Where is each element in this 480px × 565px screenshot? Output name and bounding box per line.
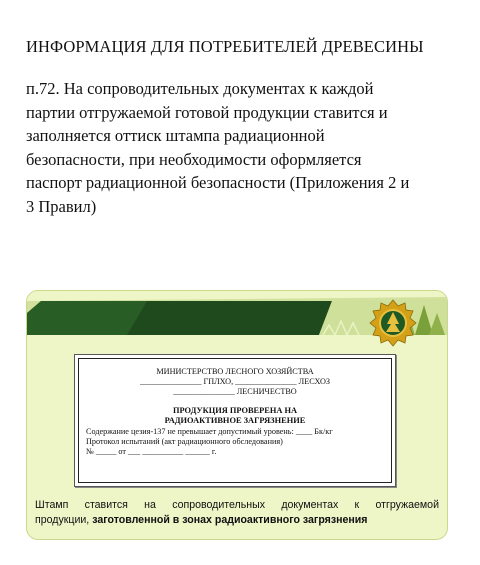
caption-word: сопроводительных <box>172 499 266 511</box>
stamp-checked-line1: ПРОДУКЦИЯ ПРОВЕРЕНА НА <box>172 406 298 415</box>
caption-word: ставится <box>84 499 128 511</box>
caption-line1 <box>35 498 439 513</box>
page-heading: ИНФОРМАЦИЯ ДЛЯ ПОТРЕБИТЕЛЕЙ ДРЕВЕСИНЫ <box>26 37 424 56</box>
stamp-number-line: № _____ от ___ __________ ______ г. <box>86 447 217 456</box>
caption-line2 <box>35 513 439 528</box>
stamp-org-line: _______________ ГПЛХО, _______________ ЛЕСХОЗ <box>140 377 330 386</box>
stamp-cesium-line: Содержание цезия-137 не превышает допустимый уровень: ____ Бк/кг <box>86 427 333 436</box>
paragraph-line: паспорт радиационной безопасности (Приложения 2 и <box>26 173 410 192</box>
caption-word: документах <box>281 499 339 511</box>
caption-word: Штамп <box>35 499 69 511</box>
regulation-paragraph <box>26 77 466 218</box>
caption-bold-text: заготовленной в зонах радиоактивного загрязнения <box>92 514 368 526</box>
paragraph-line: 3 Правил) <box>26 196 97 216</box>
stamp-caption <box>35 498 439 528</box>
radiation-safety-stamp <box>74 354 396 487</box>
paragraph-line: безопасности, при необходимости оформляется <box>26 149 362 169</box>
paragraph-line: заполняется оттиск штампа радиационной <box>26 126 325 145</box>
stamp-protocol-line: Протокол испытаний (акт радиационного обследования) <box>86 437 283 446</box>
caption-word: на <box>144 499 156 511</box>
stamp-forestry-line: _______________ ЛЕСНИЧЕСТВО <box>173 387 297 396</box>
stamp-ministry: МИНИСТЕРСТВО ЛЕСНОГО ХОЗЯЙСТВА <box>156 367 314 376</box>
paragraph-line: партии отгружаемой готовой продукции ставится и <box>26 102 388 122</box>
forestry-emblem-icon <box>369 299 417 347</box>
caption-word: отгружаемой <box>375 499 439 511</box>
caption-word: к <box>354 499 360 511</box>
stamp-checked-line2: РАДИОАКТИВНОЕ ЗАГРЯЗНЕНИЕ <box>164 416 306 425</box>
paragraph-line: п.72. На сопроводительных документах к каждой <box>26 79 374 98</box>
stamp-info-card <box>26 290 448 540</box>
caption-normal-text: продукции, <box>35 514 93 526</box>
